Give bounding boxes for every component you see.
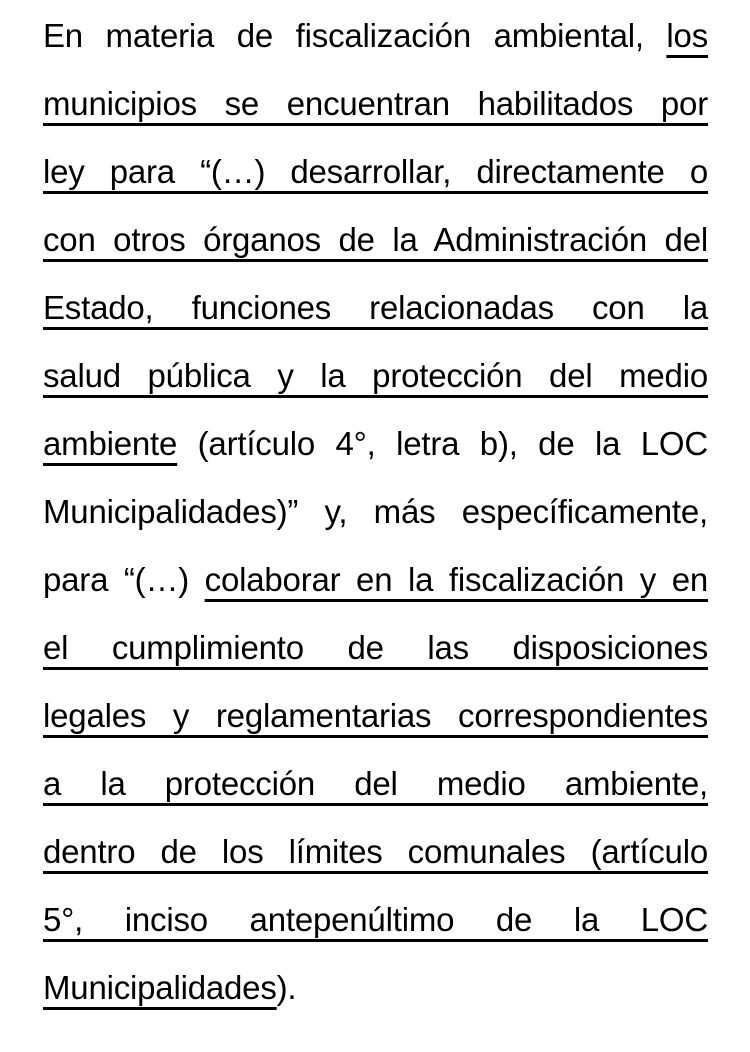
document-body: [43, 2, 708, 1022]
underlined-text-segment: 5°, inciso antepenúltimo de la LOC: [43, 901, 708, 938]
text-line: [43, 342, 708, 410]
text-line: [43, 750, 708, 818]
text-segment: para “(…): [43, 561, 205, 598]
text-line: [43, 70, 708, 138]
text-line: [43, 274, 708, 342]
underlined-text-segment: los: [666, 17, 708, 54]
text-line: [43, 138, 708, 206]
underlined-text-segment: salud pública y la protección del medio: [43, 357, 708, 394]
underlined-text-segment: ley para “(…) desarrollar, directamente o: [43, 153, 708, 190]
underlined-text-segment: con otros órganos de la Administración del: [43, 221, 708, 258]
underlined-text-segment: dentro de los límites comunales (artículo: [43, 833, 708, 870]
underlined-text-segment: Estado, funciones relacionadas con la: [43, 289, 708, 326]
underlined-text-segment: Municipalidades: [43, 969, 277, 1006]
underlined-text-segment: municipios se encuentran habilitados por: [43, 85, 708, 122]
underlined-text-segment: colaborar en la fiscalización y en: [204, 561, 709, 598]
text-line: [43, 410, 708, 478]
text-line: [43, 478, 708, 546]
text-line: [43, 818, 708, 886]
underlined-text-segment: a la protección del medio ambiente,: [43, 765, 708, 802]
text-line: [43, 954, 708, 1022]
text-line: [43, 614, 708, 682]
underlined-text-segment: ambiente: [43, 425, 178, 462]
text-line: [43, 546, 708, 614]
text-line: [43, 206, 708, 274]
text-line: [43, 886, 708, 954]
text-segment: (artículo 4°, letra b), de la LOC: [177, 425, 708, 462]
underlined-text-segment: legales y reglamentarias correspondientes: [43, 697, 708, 734]
text-segment: Municipalidades)” y, más específicamente,: [43, 493, 708, 530]
text-segment: ).: [276, 969, 297, 1006]
text-line: [43, 2, 708, 70]
text-line: [43, 682, 708, 750]
underlined-text-segment: el cumplimiento de las disposiciones: [43, 629, 708, 666]
text-segment: En materia de fiscalización ambiental,: [43, 17, 667, 54]
